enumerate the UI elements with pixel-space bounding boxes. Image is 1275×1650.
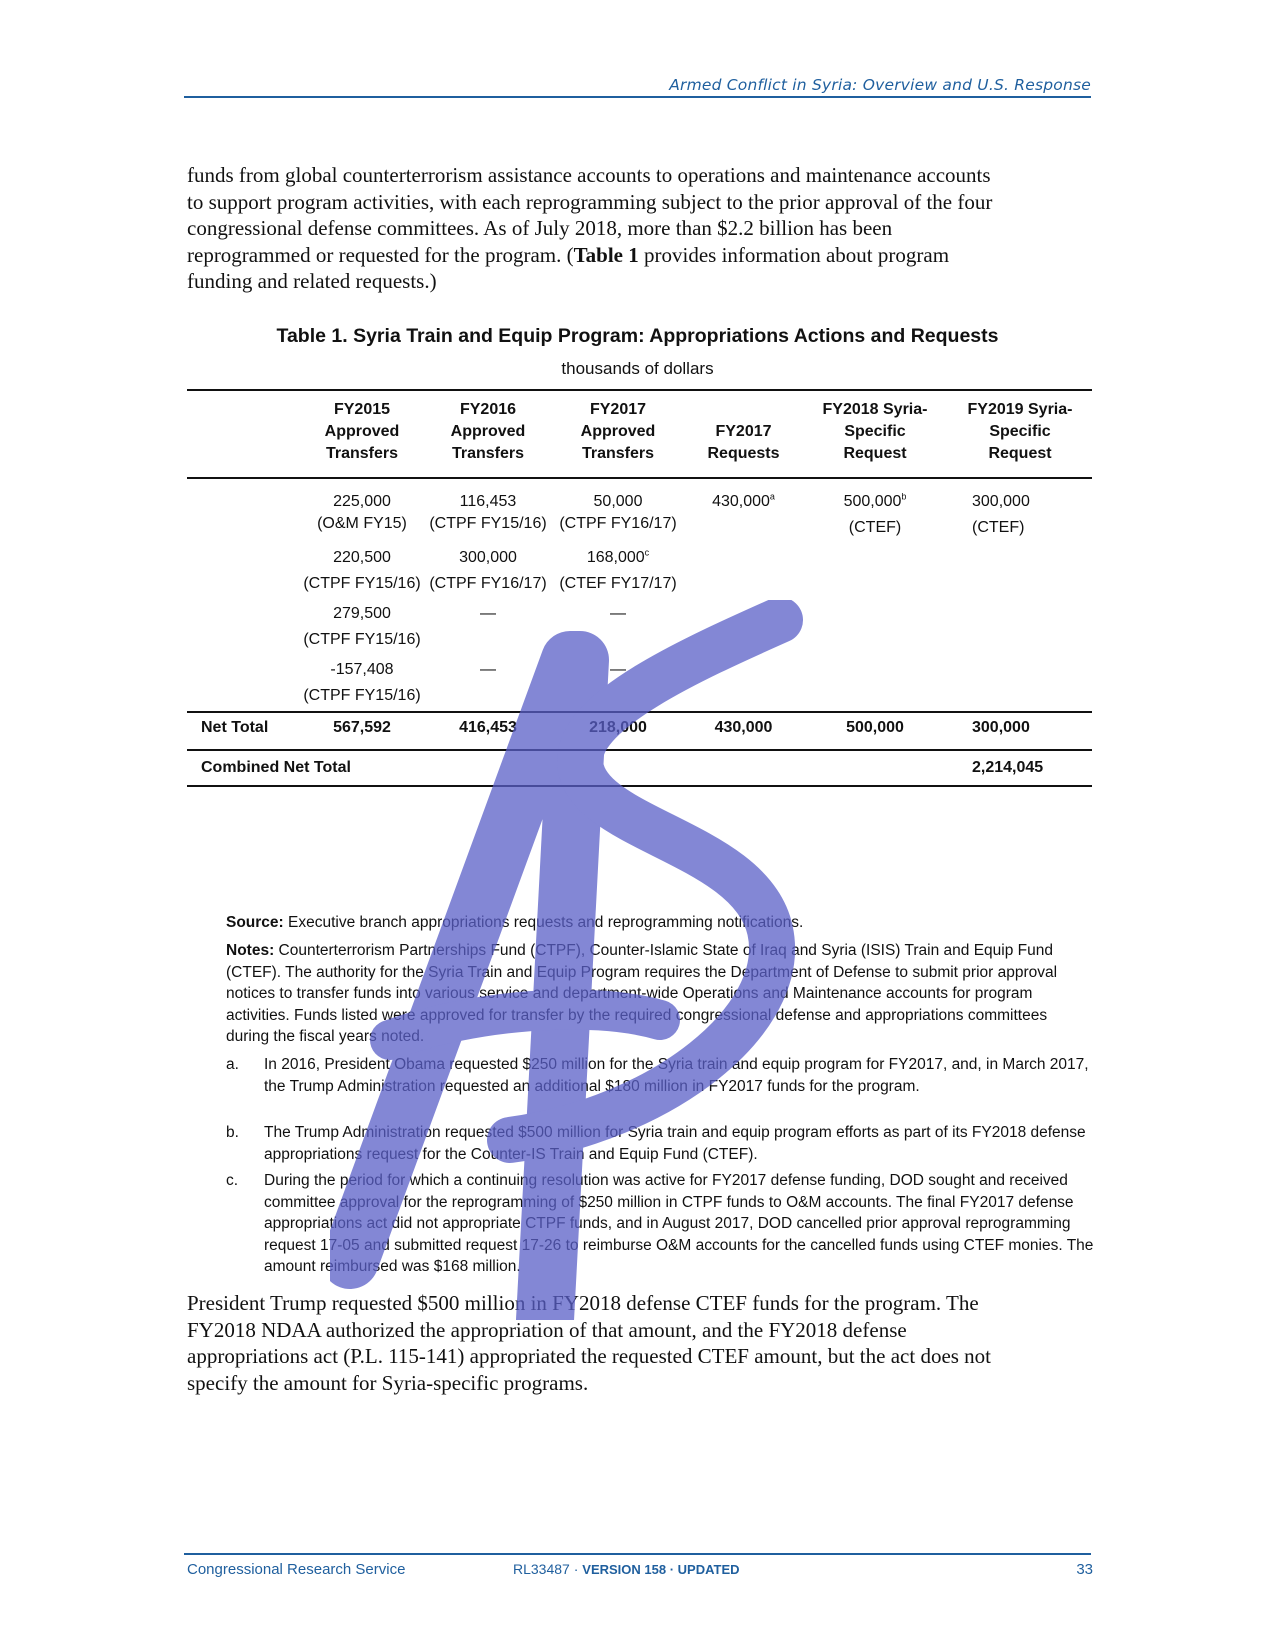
- table-1-reference: Table 1: [573, 242, 639, 267]
- table-cell: —: [610, 661, 626, 678]
- footnote-letter: b.: [226, 1124, 239, 1141]
- intro-line: provides information about program: [638, 242, 950, 267]
- column-header: FY2015 Approved Transfers: [299, 390, 425, 478]
- source-text: Executive branch appropriations requests and reprogramming notifications.: [283, 914, 804, 931]
- table-cell: —: [480, 661, 496, 678]
- table-source: [226, 912, 1094, 934]
- footnote-text: During the period for which a continuing resolution was active for FY2017 defense funding, DOD sought and received committee approval for the reprogramming of $250 million in CTPF funds to O&M accounts. The final FY2017 defense appropriations act did not appropriate CTPF funds, and in August 2017, DOD cancelled prior approval reprogramming request 17-05 and submitted request 17-26 to reimburse O&M accounts for the cancelled funds using CTEF monies. The amount reimbursed was $168 million.: [264, 1172, 1094, 1275]
- net-total-row: [187, 712, 1092, 750]
- combined-total-value: 2,214,045: [948, 750, 1092, 786]
- footnote-b: [226, 1122, 1094, 1165]
- footnote-letter: c.: [226, 1172, 239, 1189]
- notes-text: Counterterrorism Partnerships Fund (CTPF), Counter-Islamic State of Iraq and Syria (ISIS) Train and Equip Fund (CTEF). The authority for the Syria Train and Equip Program requires the Department of Defense to submit prior approval notices to transfer funds into various service and department-wide Operations and Maintenance accounts for program activities. Funds listed were approved for transfer by the required congressional defense and appropriations committees during the fiscal years noted.: [226, 942, 1058, 1045]
- table-cell: 50,000 (CTPF FY16/17): [559, 493, 677, 532]
- footnote-text: In 2016, President Obama requested $250 million for the Syria train and equip program for FY2017, and, in March 2017, the Trump Administration requested an additional $180 million in FY2017 funds for the program.: [264, 1056, 1089, 1095]
- footnote-letter: a.: [226, 1056, 239, 1073]
- column-header: FY2016 Approved Transfers: [425, 390, 551, 478]
- closing-line: President Trump requested $500 million in FY2018 defense CTEF funds for the program. The: [187, 1291, 979, 1315]
- footer-version: VERSION 158 · UPDATED: [582, 1562, 740, 1577]
- table-cell: 220,500 (CTPF FY15/16): [303, 549, 421, 592]
- footnote-a: [226, 1054, 1094, 1097]
- net-total-cell: 218,000: [551, 712, 685, 750]
- table-cell: 168,000$^c$ (CTEF FY17/17): [559, 547, 677, 592]
- combined-total-label: Combined Net Total: [187, 750, 948, 786]
- footer-org: Congressional Research Service: [187, 1561, 406, 1578]
- funding-table: [187, 389, 1092, 787]
- table-cell: 116,453 (CTPF FY15/16): [429, 493, 547, 532]
- table-row: [187, 478, 1092, 543]
- table-title: Table 1. Syria Train and Equip Program: Appropriations Actions and Requests: [276, 325, 999, 347]
- notes-label: Notes:: [226, 942, 275, 959]
- table-notes: [226, 940, 1094, 1048]
- closing-line: FY2018 NDAA authorized the appropriation of that amount, and the FY2018 defense: [187, 1317, 907, 1342]
- closing-line: specify the amount for Syria-specific programs.: [187, 1370, 589, 1395]
- intro-line: to support program activities, with each reprogramming subject to the prior approval of the four: [187, 189, 993, 214]
- source-label: Source:: [226, 914, 284, 931]
- table-header-row: [187, 390, 1092, 478]
- table-subtitle: thousands of dollars: [561, 359, 714, 378]
- header-blank: [187, 390, 299, 478]
- table-cell: 500,000$^b$ (CTEF): [843, 491, 907, 536]
- footer-rule: [184, 1553, 1091, 1555]
- intro-line: funding and related requests.): [187, 269, 437, 293]
- table-cell: 300,000 (CTEF): [972, 493, 1030, 536]
- net-total-cell: 567,592: [299, 712, 425, 750]
- closing-paragraph: [187, 1290, 1072, 1396]
- table-cell: —: [480, 605, 496, 622]
- net-total-label: Net Total: [187, 712, 299, 750]
- table-cell: 300,000 (CTPF FY16/17): [429, 549, 547, 592]
- table-cell: 430,000$^a$: [712, 491, 775, 510]
- column-header: FY2018 Syria- Specific Request: [802, 390, 948, 478]
- table-cell: —: [610, 605, 626, 622]
- intro-line: congressional defense committees. As of July 2018, more than $2.2 billion has been: [187, 216, 893, 240]
- footnote-text: The Trump Administration requested $500 million for Syria train and equip program efforts as part of its FY2018 defense appropriations request for the Counter-IS Train and Equip Fund (CTEF).: [264, 1124, 1086, 1163]
- table-row: [187, 655, 1092, 712]
- table-row: [187, 599, 1092, 655]
- footer-report-id: RL33487 · VERSION 158 · UPDATED: [513, 1561, 740, 1577]
- header-rule: [184, 96, 1091, 98]
- column-header: FY2019 Syria- Specific Request: [948, 390, 1092, 478]
- closing-line: appropriations act (P.L. 115-141) appropriated the requested CTEF amount, but the act does not: [187, 1344, 992, 1368]
- intro-line: funds from global counterterrorism assistance accounts to operations and maintenance accounts: [187, 163, 991, 187]
- footnote-c: [226, 1170, 1094, 1278]
- net-total-cell: 300,000: [948, 712, 1092, 750]
- running-header-title: Armed Conflict in Syria: Overview and U.S. Response: [669, 76, 1091, 94]
- intro-paragraph: [187, 162, 1072, 295]
- page-number: 33: [1076, 1561, 1093, 1578]
- table-cell: 225,000 (O&M FY15): [317, 493, 407, 532]
- combined-total-row: [187, 750, 1092, 786]
- net-total-cell: 430,000: [685, 712, 802, 750]
- table-row: [187, 543, 1092, 599]
- column-header: FY2017 Approved Transfers: [551, 390, 685, 478]
- net-total-cell: 416,453: [425, 712, 551, 750]
- net-total-cell: 500,000: [802, 712, 948, 750]
- table-cell: 279,500 (CTPF FY15/16): [303, 605, 421, 648]
- intro-line: reprogrammed or requested for the program. (: [187, 242, 574, 267]
- column-header: FY2017 Requests: [685, 390, 802, 478]
- table-cell: -157,408 (CTPF FY15/16): [303, 661, 421, 704]
